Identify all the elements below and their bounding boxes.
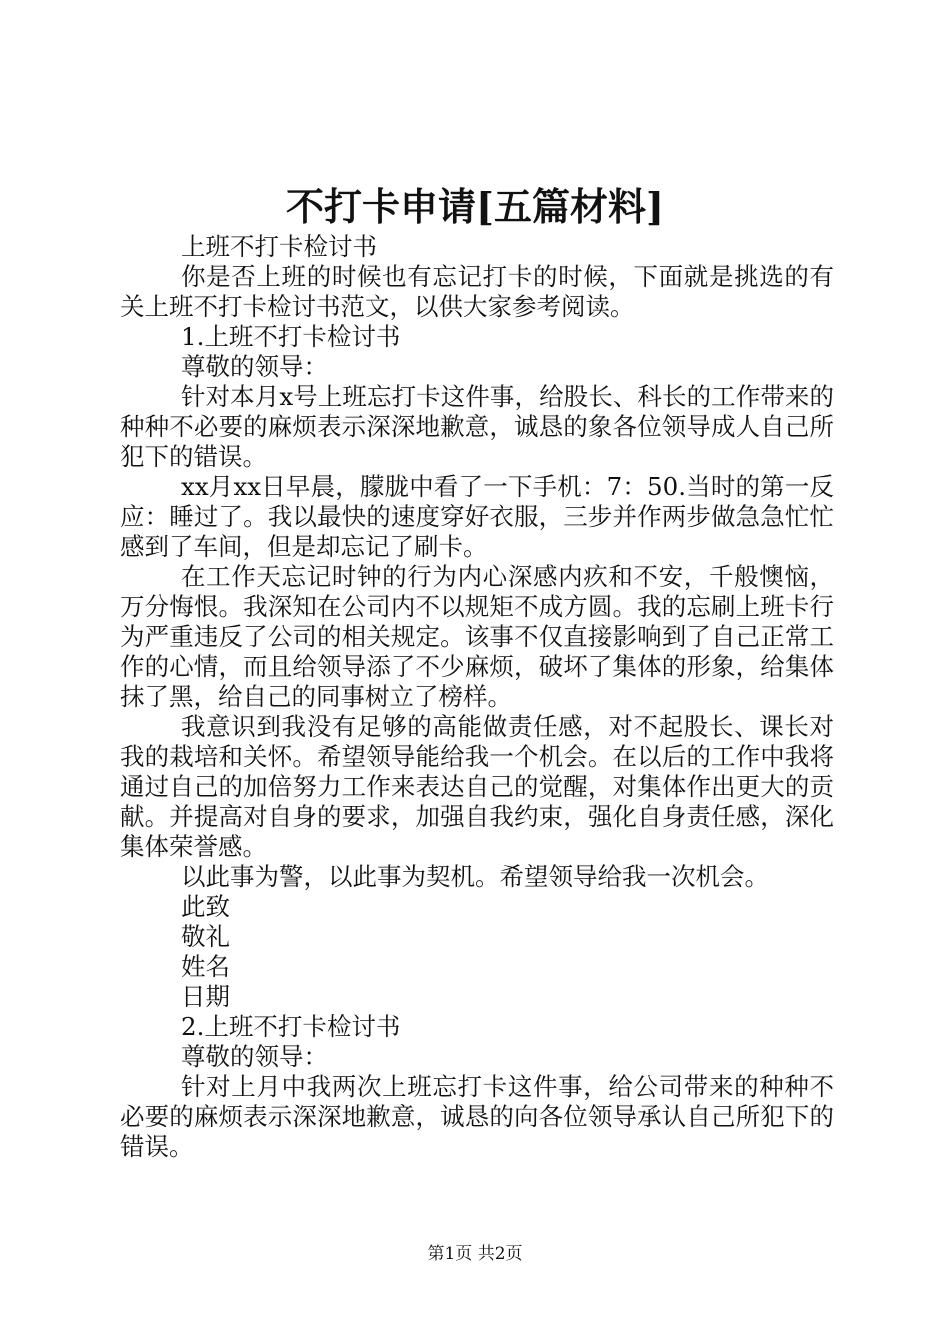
section-heading-2: 2.上班不打卡检讨书 (181, 1012, 401, 1041)
section-heading-1: 1.上班不打卡检讨书 (181, 322, 401, 351)
body-paragraph: 我意识到我没有足够的高能做责任感，对不起股长、课长对我的栽培和关怀。希望领导能给我一个机会。在以后的工作中我将通过自己的加倍努力工作来表达自己的觉醒，对集体作出更大的贡献。并提高对自身的要求，加强自我约束，强化自身责任感，深化集体荣誉感。 (120, 712, 834, 861)
closing-line: 敬礼 (181, 922, 230, 951)
signature-date: 日期 (181, 982, 230, 1011)
body-paragraph: 以此事为警，以此事为契机。希望领导给我一次机会。 (181, 862, 769, 891)
salutation: 尊敬的领导： (181, 352, 328, 381)
section-heading: 上班不打卡检讨书 (181, 232, 377, 261)
body-paragraph: 在工作天忘记时钟的行为内心深感内疚和不安，千般懊恼，万分悔恨。我深知在公司内不以规矩不成方圆。我的忘刷上班卡行为严重违反了公司的相关规定。该事不仅直接影响到了自己正常工作的心情，而且给领导添了不少麻烦，破坏了集体的形象，给集体抹了黑，给自己的同事树立了榜样。 (120, 562, 834, 711)
salutation: 尊敬的领导： (181, 1042, 328, 1071)
intro-paragraph: 你是否上班的时候也有忘记打卡的时候，下面就是挑选的有关上班不打卡检讨书范文，以供大家参考阅读。 (120, 262, 834, 321)
document-title: 不打卡申请[五篇材料] (286, 184, 664, 229)
document-body (120, 232, 834, 1162)
body-paragraph: 针对本月x号上班忘打卡这件事，给股长、科长的工作带来的种种不必要的麻烦表示深深地歉意，诚恳的象各位领导成人自己所犯下的错误。 (120, 382, 834, 471)
signature-name: 姓名 (181, 952, 230, 981)
body-paragraph: 针对上月中我两次上班忘打卡这件事，给公司带来的种种不必要的麻烦表示深深地歉意，诚恳的向各位领导承认自己所犯下的错误。 (120, 1072, 834, 1161)
body-paragraph: xx月xx日早晨，朦胧中看了一下手机：7：50.当时的第一反应：睡过了。我以最快的速度穿好衣服，三步并作两步做急急忙忙感到了车间，但是却忘记了刷卡。 (120, 472, 834, 561)
page-footer: 第1页 共2页 (427, 1244, 523, 1264)
closing-line: 此致 (181, 892, 230, 921)
